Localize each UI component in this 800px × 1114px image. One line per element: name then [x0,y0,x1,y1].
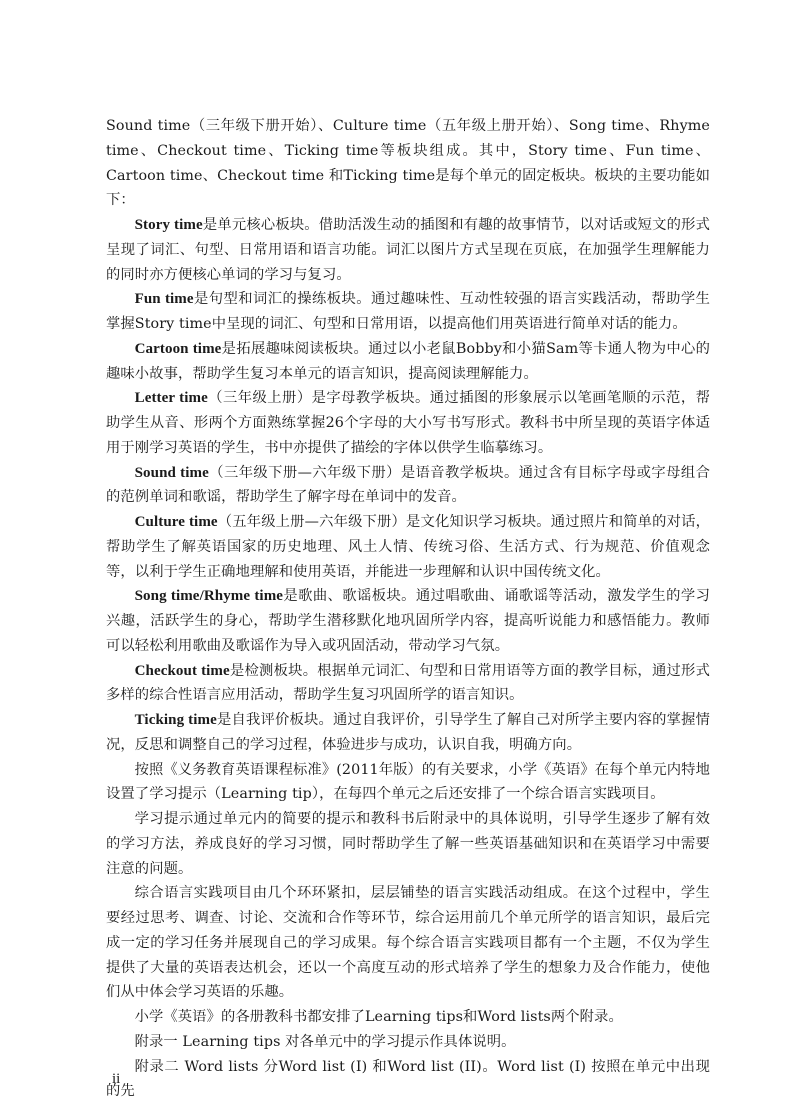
paragraph-appendix-1 [106,1030,710,1055]
paragraph-letter-time [106,386,710,460]
paragraph-appendix [106,1005,710,1030]
paragraph-text: 综合语言实践项目由几个环环紧扣，层层铺垫的语言实践活动组成。在这个过程中，学生要经过思考、调查、讨论、交流和合作等环节，综合运用前几个单元所学的语言知识，最后完成一定的学习任务并展现自己的学习成果。每个综合语言实践项目都有一个主题，不仅为学生提供了大量的英语表达机会，还以一个高度互动的形式培养了学生的想象力及合作能力，使他们从中体会学习英语的乐趣。 [106,885,710,1001]
paragraph-text: （五年级上册—六年级下册）是文化知识学习板块。通过照片和简单的对话，帮助学生了解英语国家的历史地理、风土人情、传统习俗、生活方式、行为规范、价值观念等，以利于学生正确地理解和使用英语，并能进一步理解和认识中国传统文化。 [106,514,710,580]
paragraph-text: 按照《义务教育英语课程标准》(2011年版）的有关要求，小学《英语》在每个单元内特地设置了学习提示（Learning tip），在每四个单元之后还安排了一个综合语言实践项目。 [106,761,710,803]
paragraph-text: 是单元核心板块。借助活泼生动的插图和有趣的故事情节，以对话或短文的形式呈现了词汇、句型、日常用语和语言功能。词汇以图片方式呈现在页底，在加强学生理解能力的同时亦方便核心单词的学习与复习。 [106,217,711,283]
paragraph-text: （三年级下册—六年级下册）是语音教学板块。通过含有目标字母或字母组合的范例单词和歌谣，帮助学生了解字母在单词中的发音。 [106,464,710,506]
term-checkout-time: Checkout time [134,662,230,679]
paragraph-culture-time [106,510,710,584]
page-number: ii [112,1071,121,1087]
paragraph-intro [106,114,710,213]
paragraph-text: Sound time（三年级下册开始）、Culture time（五年级上册开始）、Song time、Rhyme time、Checkout time、Ticking time等板块组成。其中，Story time、Fun time、Cartoon time、Checkout time 和Ticking time是每个单元的固定板块。板块的主要功能如下： [106,118,710,209]
paragraph-text: 附录一 Learning tips 对各单元中的学习提示作具体说明。 [134,1033,516,1050]
paragraph-project [106,881,710,1005]
term-fun-time: Fun time [134,291,194,308]
paragraph-story-time [106,213,710,287]
paragraph-text: 是句型和词汇的操练板块。通过趣味性、互动性较强的语言实践活动，帮助学生掌握Story time中呈现的词汇、句型和日常用语，以提高他们用英语进行简单对话的能力。 [106,291,710,332]
paragraph-cartoon-time [106,337,710,387]
paragraph-text: （三年级上册）是字母教学板块。通过插图的形象展示以笔画笔顺的示范，帮助学生从音、形两个方面熟练掌握26个字母的大小写书写形式。教科书中所呈现的英语字体适用于刚学习英语的学生，书中亦提供了描绘的字体以供学生临摹练习。 [106,390,710,456]
paragraph-text: 是自我评价板块。通过自我评价，引导学生了解自己对所学主要内容的掌握情况，反思和调整自己的学习过程，体验进步与成功，认识自我，明确方向。 [106,712,710,753]
term-cartoon-time: Cartoon time [134,340,222,357]
paragraph-text: 是检测板块。根据单元词汇、句型和日常用语等方面的教学目标，通过形式多样的综合性语言应用活动，帮助学生复习巩固所学的语言知识。 [106,662,711,704]
paragraph-ticking-time [106,708,710,758]
term-letter-time: Letter time [134,390,208,407]
paragraph-learning-tip [106,758,710,808]
paragraph-checkout-time [106,659,710,709]
term-song-rhyme-time: Song time/Rhyme time [134,588,284,605]
term-story-time: Story time [134,217,203,233]
paragraph-fun-time [106,287,710,337]
paragraph-text: 学习提示通过单元内的简要的提示和教科书后附录中的具体说明，引导学生逐步了解有效的学习方法，养成良好的学习习惯，同时帮助学生了解一些英语基础知识和在英语学习中需要注意的问题。 [106,811,710,877]
body-text [106,114,710,1104]
paragraph-text: 附录二 Word lists 分Word list (I) 和Word list (II)。Word list (I) 按照在单元中出现的先 [106,1058,710,1100]
paragraph-learning-tip-detail [106,807,710,881]
paragraph-text: 是歌曲、歌谣板块。通过唱歌曲、诵歌谣等活动，激发学生的学习兴趣，活跃学生的身心，帮助学生潜移默化地巩固所学内容，提高听说能力和感悟能力。教师可以轻松利用歌曲及歌谣作为导入或巩固活动，带动学习气氛。 [106,588,710,654]
paragraph-sound-time [106,461,710,511]
term-culture-time: Culture time [134,514,218,530]
paragraph-text: 是拓展趣味阅读板块。通过以小老鼠Bobby和小猫Sam等卡通人物为中心的趣味小故事，帮助学生复习本单元的语言知识，提高阅读理解能力。 [106,340,711,382]
paragraph-text: 小学《英语》的各册教科书都安排了Learning tips和Word lists两个附录。 [134,1009,623,1025]
term-ticking-time: Ticking time [134,712,217,728]
term-sound-time: Sound time [134,464,209,481]
paragraph-appendix-2 [106,1055,710,1105]
paragraph-song-rhyme-time [106,584,710,658]
